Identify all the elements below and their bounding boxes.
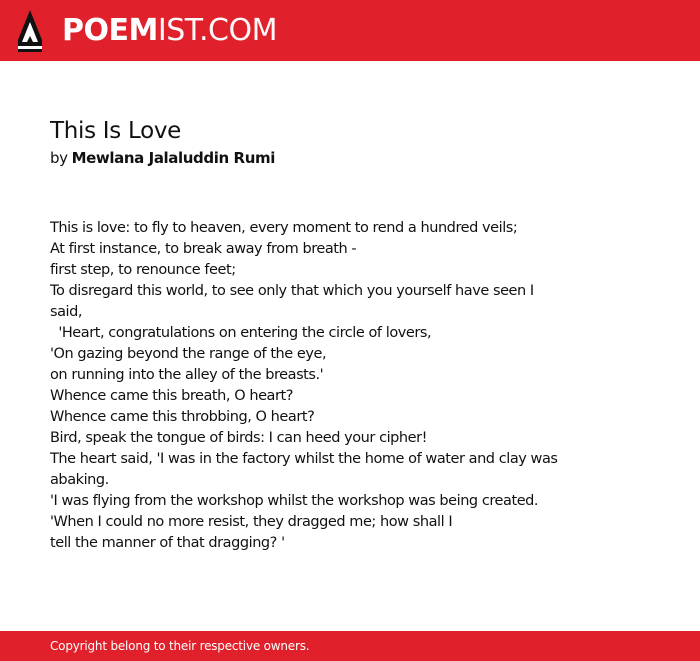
site-logo-link[interactable] [62,12,277,48]
poem-line: This is love: to fly to heaven, every moment to rend a hundred veils; [50,220,518,236]
brand-name-bold: POEM [62,12,158,48]
poem-line: 'I was flying from the workshop whilst the workshop was being created. [50,493,539,509]
poem-byline [50,146,275,170]
pencil-tip-icon[interactable] [18,10,42,52]
by-label: by [50,149,68,167]
poem-line: Whence came this throbbing, O heart? [50,409,315,425]
copyright-notice: Copyright belong to their respective owners. [50,639,310,653]
poem-line: 'On gazing beyond the range of the eye, [50,346,327,362]
poem-heading [50,116,275,170]
poem-line: To disregard this world, to see only that which you yourself have seen I [50,283,534,299]
poem-author: Mewlana Jalaluddin Rumi [71,149,275,167]
poem-line: abaking. [50,472,109,488]
poem-line: The heart said, 'I was in the factory whilst the home of water and clay was [50,451,558,467]
brand-name-domain: IST.COM [157,12,277,48]
poem-line: 'Heart, congratulations on entering the circle of lovers, [50,325,432,341]
site-footer [0,631,700,661]
poem-line: first step, to renounce feet; [50,262,236,278]
poem-line: on running into the alley of the breasts.' [50,367,324,383]
poem-line: said, [50,304,83,320]
poem-line: tell the manner of that dragging? ' [50,535,285,551]
poem-line: 'When I could no more resist, they dragged me; how shall I [50,514,453,530]
poem-title: This Is Love [50,118,182,144]
poem-line: Bird, speak the tongue of birds: I can heed your cipher! [50,430,428,446]
site-header [0,0,700,61]
poem-line: Whence came this breath, O heart? [50,388,293,404]
poem-body [50,218,570,554]
poem-line: At first instance, to break away from breath - [50,241,357,257]
